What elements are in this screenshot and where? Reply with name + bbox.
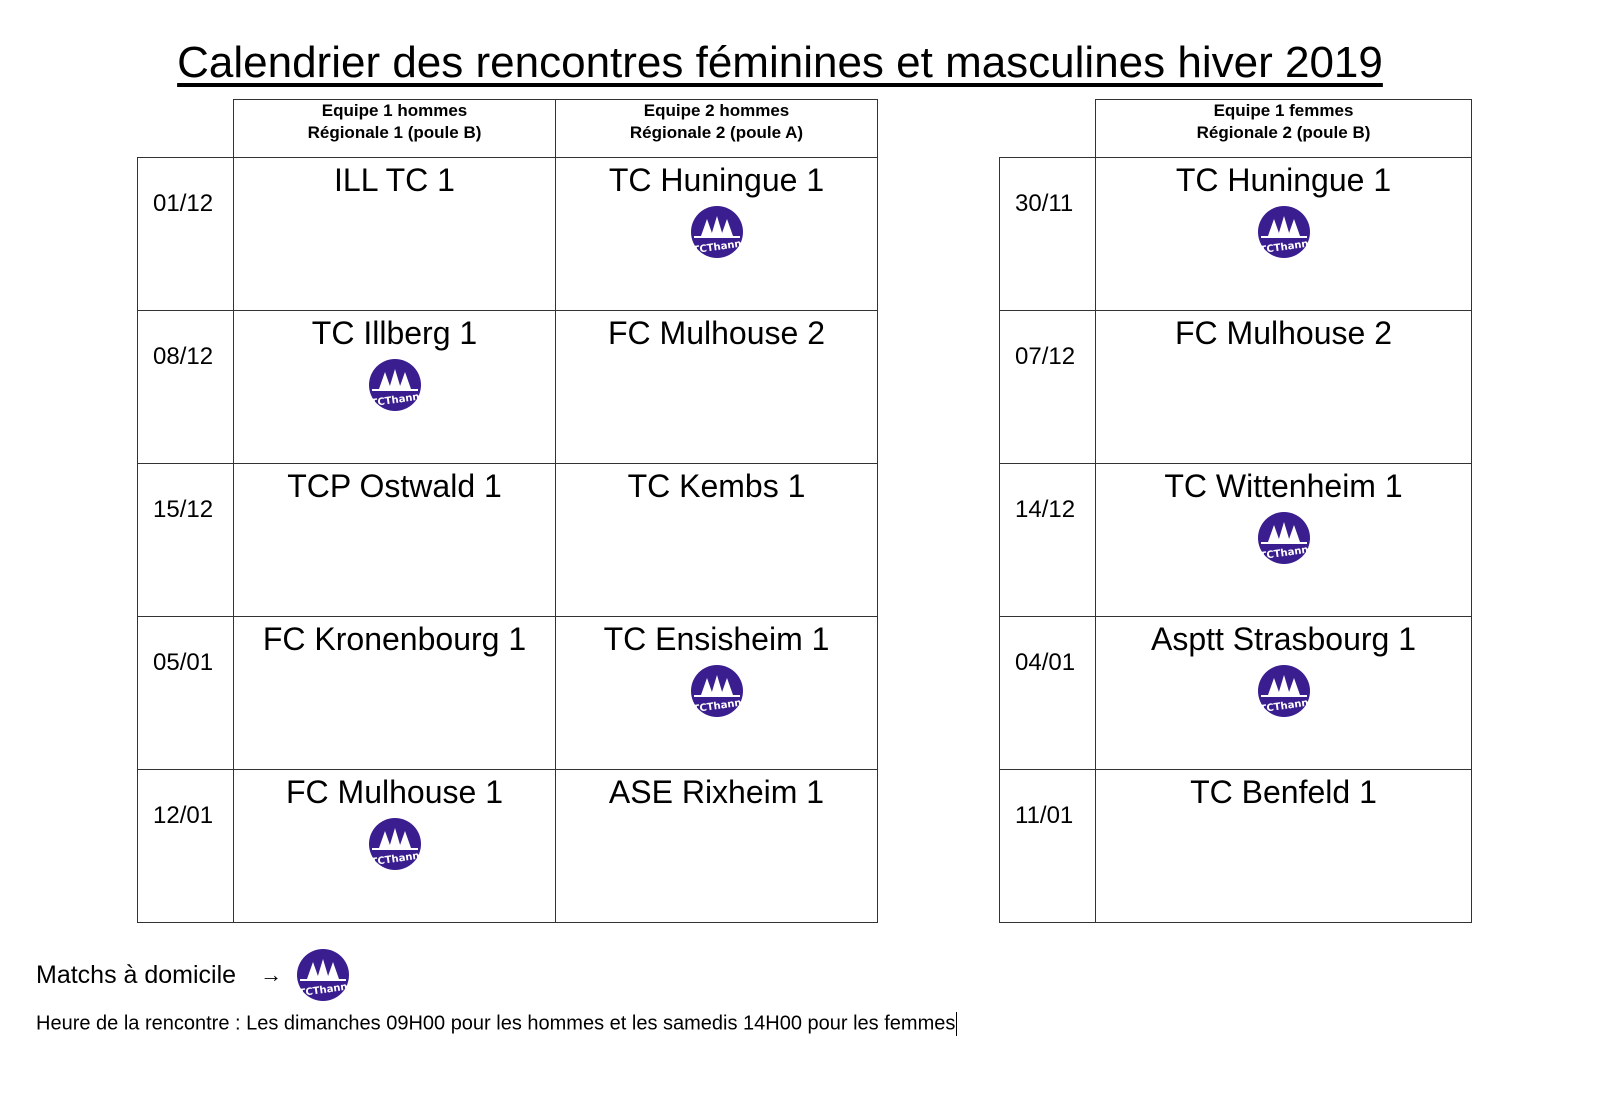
opponent-name: TC Wittenheim 1 xyxy=(1164,468,1403,504)
header-men-team-1 xyxy=(234,100,556,158)
team1-cell xyxy=(234,617,556,770)
team2-cell xyxy=(556,770,878,923)
opponent-name: TC Huningue 1 xyxy=(608,162,825,198)
empty-corner-cell xyxy=(138,100,234,158)
opponent-name: FC Mulhouse 2 xyxy=(608,315,825,351)
team2-cell xyxy=(556,311,878,464)
team-cell xyxy=(1096,770,1472,923)
text-cursor xyxy=(956,1012,957,1036)
match-date: 30/11 xyxy=(1000,158,1096,311)
header-league-label: Régionale 2 (poule B) xyxy=(1196,123,1371,142)
tc-thann-logo-icon xyxy=(1257,664,1311,718)
match-date: 04/01 xyxy=(1000,617,1096,770)
team-cell xyxy=(1096,617,1472,770)
table-row xyxy=(138,617,878,770)
match-date: 08/12 xyxy=(138,311,234,464)
tc-thann-logo-icon xyxy=(368,358,422,412)
match-date: 01/12 xyxy=(138,158,234,311)
women-schedule-table xyxy=(999,99,1472,923)
team1-cell xyxy=(234,158,556,311)
match-date: 12/01 xyxy=(138,770,234,923)
team2-cell xyxy=(556,158,878,311)
opponent-name: FC Mulhouse 1 xyxy=(286,774,503,810)
opponent-name: TC Illberg 1 xyxy=(311,315,478,351)
empty-corner-cell xyxy=(1000,100,1096,158)
header-women-team-1 xyxy=(1096,100,1472,158)
header-team-label: Equipe 2 hommes xyxy=(643,101,790,120)
match-date: 07/12 xyxy=(1000,311,1096,464)
opponent-name: ASE Rixheim 1 xyxy=(608,774,825,810)
opponent-name: FC Mulhouse 2 xyxy=(1175,315,1392,351)
men-schedule-table xyxy=(137,99,878,923)
team-cell xyxy=(1096,464,1472,617)
table-row xyxy=(1000,158,1472,311)
team1-cell xyxy=(234,464,556,617)
table-row xyxy=(1000,464,1472,617)
opponent-name: TC Huningue 1 xyxy=(1175,162,1392,198)
table-row xyxy=(138,464,878,617)
table-row xyxy=(138,311,878,464)
opponent-name: TCP Ostwald 1 xyxy=(287,468,502,504)
table-row xyxy=(1000,311,1472,464)
opponent-name: ILL TC 1 xyxy=(334,162,455,198)
legend-label: Matchs à domicile xyxy=(36,960,237,989)
men-header-row xyxy=(138,100,878,158)
header-team-label: Equipe 1 femmes xyxy=(1213,101,1354,120)
opponent-name: TC Kembs 1 xyxy=(627,468,806,504)
team-cell xyxy=(1096,311,1472,464)
table-row xyxy=(1000,770,1472,923)
tc-thann-logo-icon xyxy=(1257,205,1311,259)
header-league-label: Régionale 1 (poule B) xyxy=(307,123,482,142)
page-title: Calendrier des rencontres féminines et masculines hiver 2019 xyxy=(177,38,1383,87)
tc-thann-logo-icon xyxy=(1257,511,1311,565)
opponent-name: TC Ensisheim 1 xyxy=(603,621,830,657)
opponent-name: TC Benfeld 1 xyxy=(1190,774,1377,810)
tc-thann-logo-icon xyxy=(296,948,350,1002)
opponent-name: Asptt Strasbourg 1 xyxy=(1150,621,1417,657)
team-cell xyxy=(1096,158,1472,311)
women-header-row xyxy=(1000,100,1472,158)
match-date: 15/12 xyxy=(138,464,234,617)
header-team-label: Equipe 1 hommes xyxy=(321,101,468,120)
table-row xyxy=(138,770,878,923)
table-row xyxy=(1000,617,1472,770)
team2-cell xyxy=(556,617,878,770)
match-date: 05/01 xyxy=(138,617,234,770)
match-time-text: Heure de la rencontre : Les dimanches 09H00 pour les hommes et les samedis 14H00 pour les femmes xyxy=(36,1012,956,1035)
match-time-note xyxy=(36,1012,957,1036)
team1-cell xyxy=(234,311,556,464)
header-men-team-2 xyxy=(556,100,878,158)
team2-cell xyxy=(556,464,878,617)
tc-thann-logo-icon xyxy=(690,664,744,718)
header-league-label: Régionale 2 (poule A) xyxy=(629,123,804,142)
home-match-legend xyxy=(36,950,350,1000)
match-date: 14/12 xyxy=(1000,464,1096,617)
arrow-right-icon: → xyxy=(260,962,283,987)
tc-thann-logo-icon xyxy=(368,817,422,871)
opponent-name: FC Kronenbourg 1 xyxy=(262,621,527,657)
tc-thann-logo-icon xyxy=(690,205,744,259)
table-row xyxy=(138,158,878,311)
team1-cell xyxy=(234,770,556,923)
match-date: 11/01 xyxy=(1000,770,1096,923)
